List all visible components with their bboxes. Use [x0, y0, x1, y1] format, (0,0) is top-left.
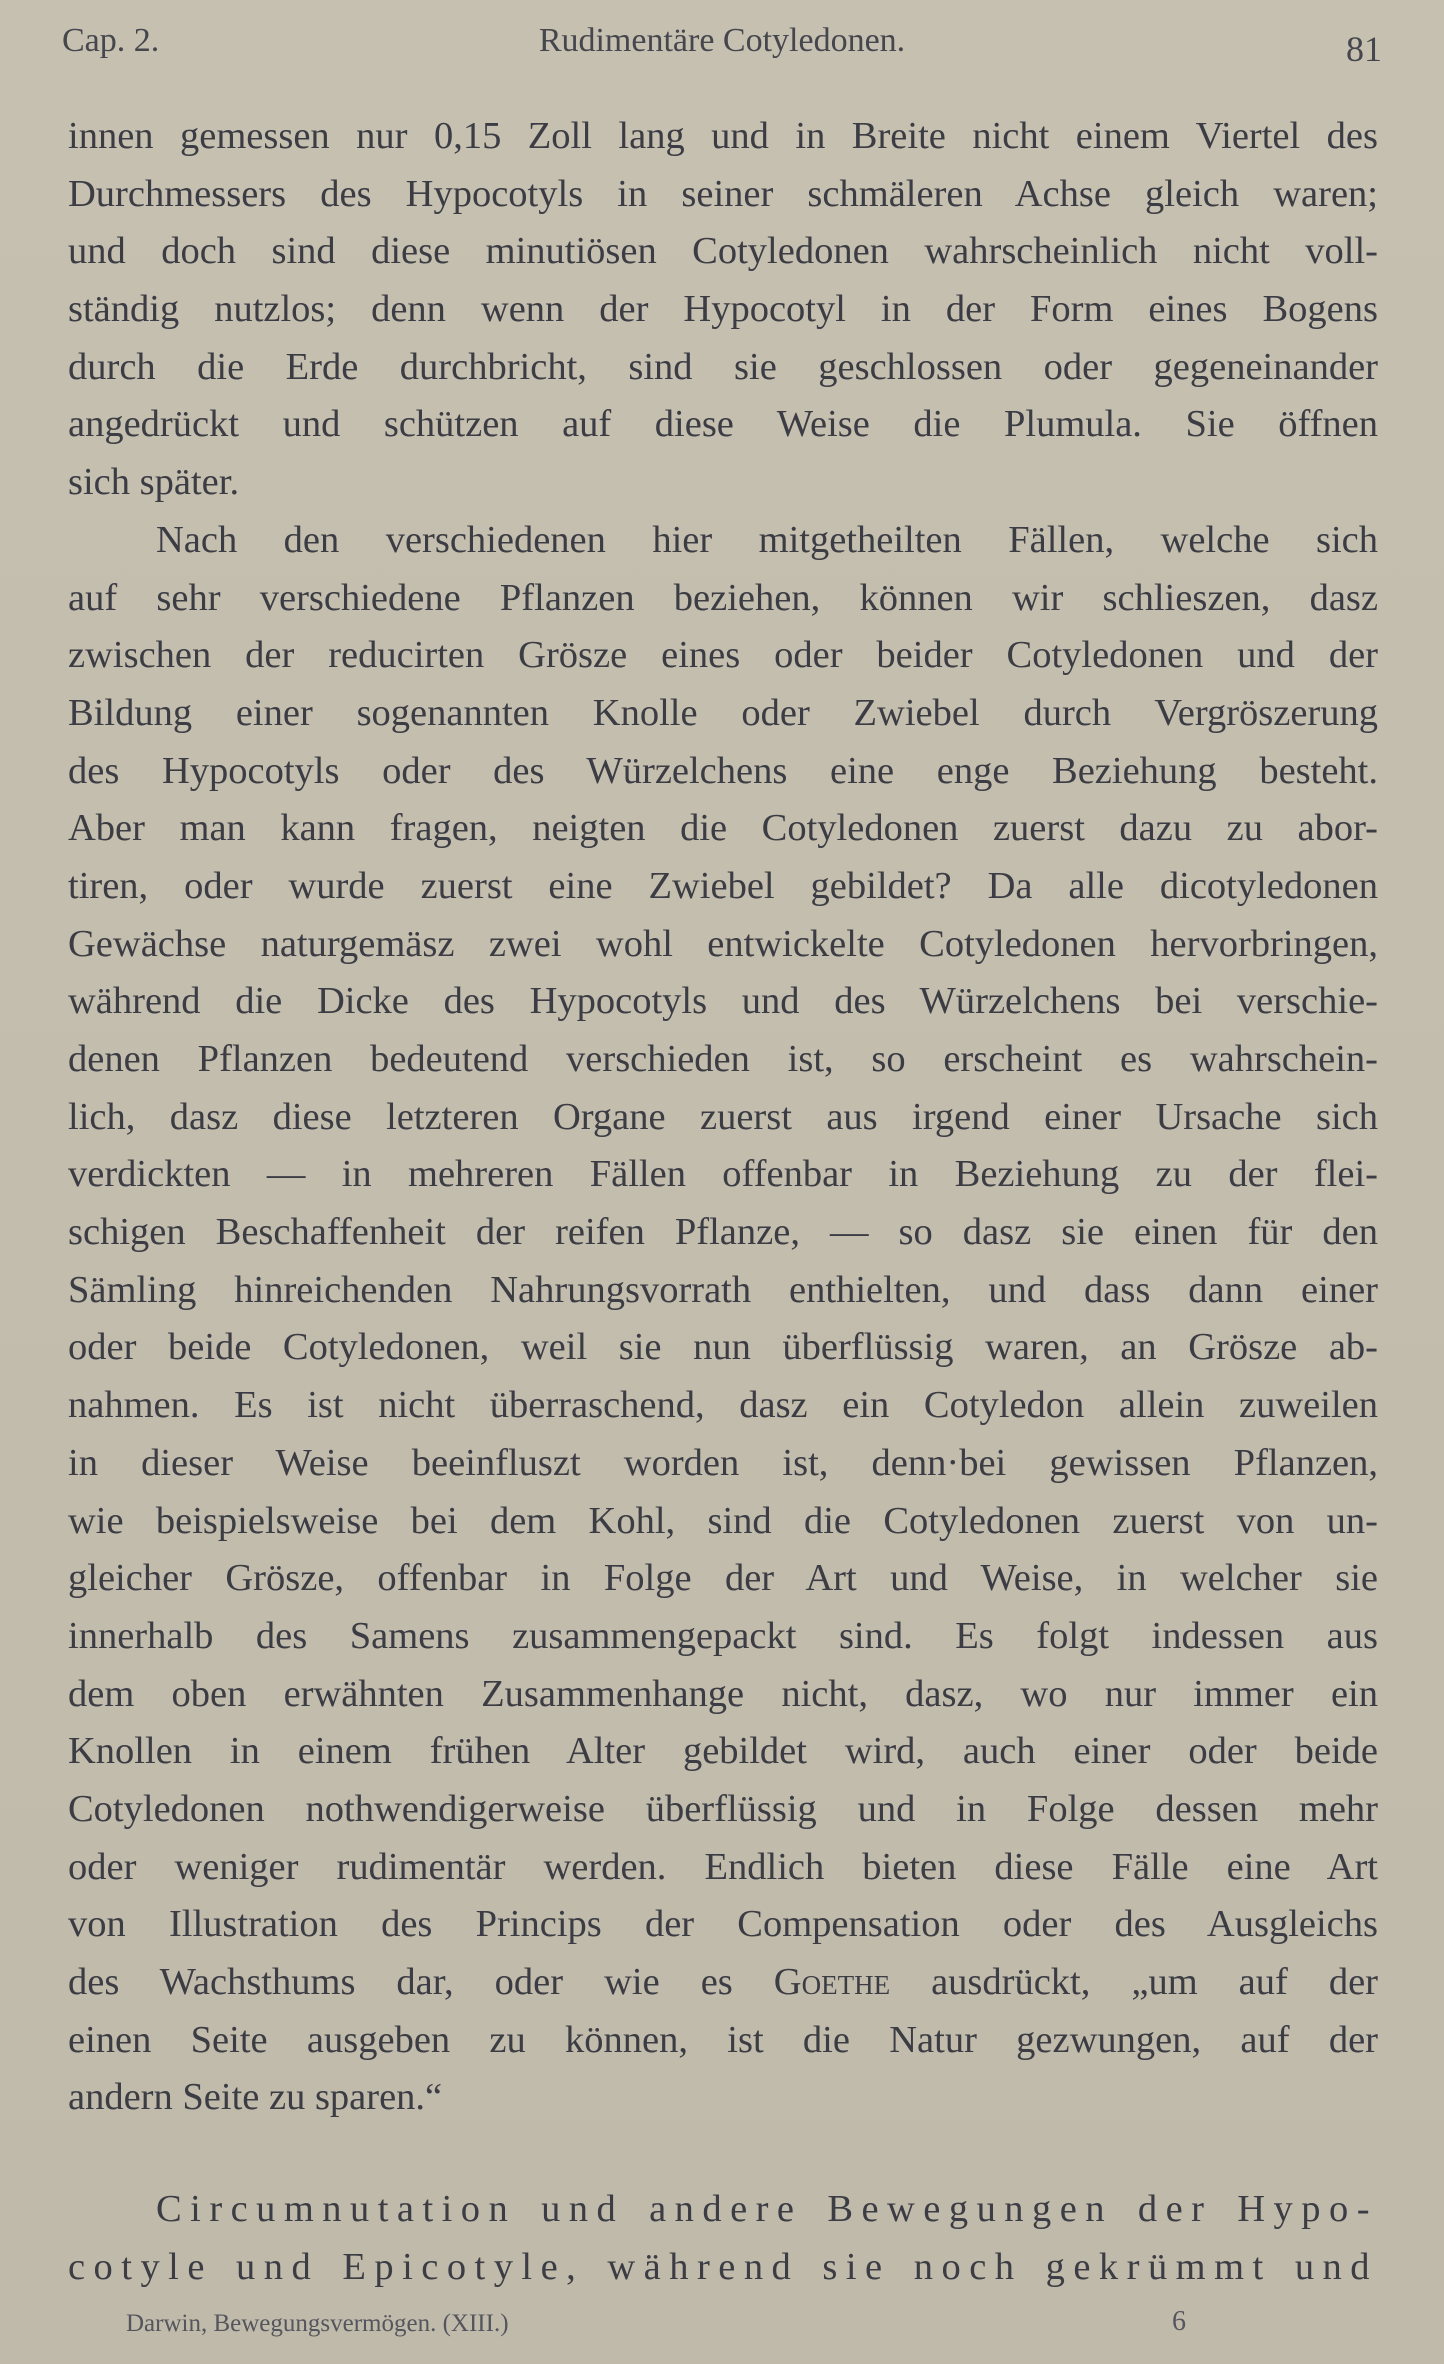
text-line: Durchmessers des Hypocotyls in seiner schmäleren Achse gleich waren;	[68, 172, 1378, 215]
author-name: Goethe	[773, 1961, 891, 2003]
text-line: dem oben erwähnten Zusammenhange nicht, dasz, wo nur immer ein	[68, 1672, 1378, 1715]
text-line: in dieser Weise beeinfluszt worden ist, denn·bei gewissen Pflanzen,	[68, 1441, 1378, 1484]
text-line: des Hypocotyls oder des Würzelchens eine enge Beziehung besteht.	[68, 749, 1378, 792]
text-line: und doch sind diese minutiösen Cotyledonen wahrscheinlich nicht voll-	[68, 230, 1378, 273]
text-line: andern Seite zu sparen.“	[68, 2076, 443, 2119]
page-number: 81	[1346, 29, 1382, 69]
text-line: gleicher Grösze, offenbar in Folge der Art und Weise, in welcher sie	[68, 1557, 1378, 1600]
text-line: nahmen. Es ist nicht überraschend, dasz ein Cotyledon allein zuweilen	[68, 1384, 1378, 1427]
body-text	[68, 108, 1378, 2296]
text-line: tiren, oder wurde zuerst eine Zwiebel gebildet? Da alle dicotyledonen	[68, 864, 1378, 907]
sheet-number: 6	[1172, 2306, 1186, 2337]
text-line: Aber man kann fragen, neigten die Cotyledonen zuerst dazu zu abor-	[68, 807, 1378, 850]
text-line: auf sehr verschiedene Pflanzen beziehen, können wir schlieszen, dasz	[68, 576, 1378, 619]
text-line: innen gemessen nur 0,15 Zoll lang und in Breite nicht einem Viertel des	[68, 115, 1378, 157]
text-line: lich, dasz diese letzteren Organe zuerst aus irgend einer Ursache sich	[68, 1095, 1378, 1138]
text-line: wie beispielsweise bei dem Kohl, sind die Cotyledonen zuerst von un-	[68, 1499, 1378, 1542]
text-line: innerhalb des Samens zusammengepackt sind. Es folgt indessen aus	[68, 1614, 1378, 1657]
text-line-goethe	[68, 1954, 1378, 2012]
text-line: während die Dicke des Hypocotyls und des Würzelchens bei verschie-	[68, 980, 1378, 1023]
text-line: Nach den verschiedenen hier mitgetheilten Fällen, welche sich	[156, 518, 1378, 561]
page-footer	[126, 2306, 1186, 2346]
section-heading-line: cotyle und Epicotyle, während sie noch gekrümmt und	[68, 2245, 1378, 2288]
text-line: von Illustration des Princips der Compensation oder des Ausgleichs	[68, 1903, 1378, 1946]
text-line: durch die Erde durchbricht, sind sie geschlossen oder gegeneinander	[68, 345, 1378, 388]
text-line: oder beide Cotyledonen, weil sie nun überflüssig waren, an Grösze ab-	[68, 1326, 1378, 1369]
text-line: schigen Beschaffenheit der reifen Pflanze, — so dasz sie einen für den	[68, 1211, 1378, 1254]
text-line: Knollen in einem frühen Alter gebildet wird, auch einer oder beide	[68, 1730, 1378, 1773]
text-segment: ausdrückt, „um auf der	[890, 1961, 1378, 2003]
text-line: zwischen der reducirten Grösze eines oder beider Cotyledonen und der	[68, 634, 1378, 677]
text-line: oder weniger rudimentär werden. Endlich bieten diese Fälle eine Art	[68, 1845, 1378, 1888]
text-segment: des Wachsthums dar, oder wie es	[68, 1961, 774, 2003]
text-line: ständig nutzlos; denn wenn der Hypocotyl in der Form eines Bogens	[68, 288, 1378, 331]
section-heading-line: Circumnutation und andere Bewegungen der Hypo-	[156, 2188, 1378, 2231]
text-line: sich später.	[68, 461, 240, 504]
text-line: Gewächse naturgemäsz zwei wohl entwickelte Cotyledonen hervorbringen,	[68, 922, 1378, 965]
text-line: denen Pflanzen bedeutend verschieden ist, so erscheint es wahrschein-	[68, 1038, 1378, 1080]
text-line: Bildung einer sogenannten Knolle oder Zwiebel durch Vergröszerung	[68, 691, 1378, 734]
text-line: angedrückt und schützen auf diese Weise die Plumula. Sie öffnen	[68, 403, 1378, 446]
chapter-label: Cap. 2.	[62, 22, 160, 59]
text-line: einen Seite ausgeben zu können, ist die Natur gezwungen, auf der	[68, 2018, 1378, 2061]
text-line: Cotyledonen nothwendigerweise überflüssig und in Folge dessen mehr	[68, 1787, 1378, 1830]
section-gap	[68, 2127, 1378, 2181]
text-line: Sämling hinreichenden Nahrungsvorrath enthielten, und dass dann einer	[68, 1268, 1378, 1311]
text-line: verdickten — in mehreren Fällen offenbar in Beziehung zu der flei-	[68, 1153, 1378, 1196]
running-title: Rudimentäre Cotyledonen.	[538, 22, 906, 59]
signature-mark: Darwin, Bewegungsvermögen. (XIII.)	[126, 2310, 509, 2337]
running-head	[62, 22, 1382, 72]
